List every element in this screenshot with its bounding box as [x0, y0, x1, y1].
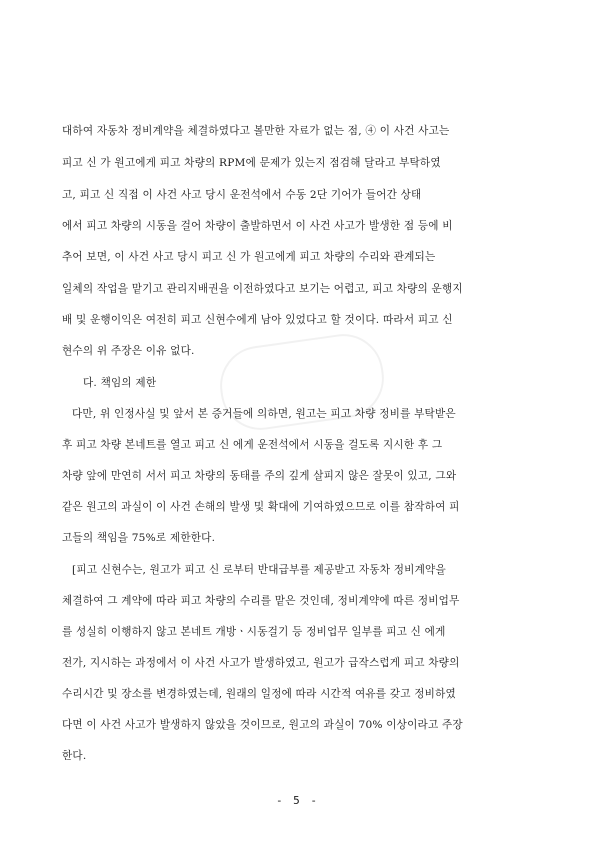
body-line: 전가, 지시하는 과정에서 이 사건 사고가 발생하였고, 원고가 급작스럽게 피고 차량의	[62, 657, 460, 669]
body-line: 후 피고 차량 본네트를 열고 피고 신 에게 운전석에서 시동을 걸도록 지시한 후 그	[62, 439, 443, 451]
body-line: 배 및 운행이익은 여전히 피고 신현수에게 남아 있었다고 할 것이다. 따라서 피고 신	[62, 314, 453, 326]
body-line: 피고 신 가 원고에게 피고 차량의 RPM에 문제가 있는지 점검해 달라고 부탁하였	[62, 157, 441, 169]
body-line: 를 성실히 이행하지 않고 본네트 개방ㆍ시동걸기 등 정비업무 일부를 피고 신 에게	[62, 626, 446, 638]
body-line: 고들의 책임을 75%로 제한한다.	[62, 532, 216, 544]
body-line: 차량 앞에 만연히 서서 피고 차량의 동태를 주의 깊게 살피지 않은 잘못이 있고, 그와	[62, 470, 457, 482]
body-line: 일체의 작업을 맡기고 관리지배권을 이전하였다고 보기는 어렵고, 피고 차량의 운행지	[62, 283, 463, 295]
page-number: - 5 -	[275, 794, 320, 807]
body-line: 고, 피고 신 직접 이 사건 사고 당시 운전석에서 수동 2단 기어가 들어간 상태	[62, 189, 422, 201]
body-line: 다만, 위 인정사실 및 앞서 본 증거들에 의하면, 원고는 피고 차량 정비를 부탁받은	[72, 408, 456, 420]
body-line: 대하여 자동차 정비계약을 체결하였다고 볼만한 자료가 없는 점, ④ 이 사건 사고는	[62, 125, 450, 137]
body-line: 다면 이 사건 사고가 발생하지 않았을 것이므로, 원고의 과실이 70% 이상이라고 주장	[62, 719, 463, 731]
section-heading: 다. 책임의 제한	[83, 377, 157, 389]
body-line: [피고 신현수는, 원고가 피고 신 로부터 반대급부를 제공받고 자동차 정비계약을	[72, 564, 446, 576]
body-line: 한다.	[62, 750, 87, 762]
body-line: 에서 피고 차량의 시동을 걸어 차량이 출발하면서 이 사건 사고가 발생한 점 등에 비	[62, 220, 453, 232]
body-line: 추어 보면, 이 사건 사고 당시 피고 신 가 원고에게 피고 차량의 수리와 관계되는	[62, 251, 436, 263]
body-line: 같은 원고의 과실이 이 사건 손해의 발생 및 확대에 기여하였으므로 이를 참작하여 피	[62, 501, 460, 513]
body-line: 현수의 위 주장은 이유 없다.	[62, 345, 195, 357]
body-line: 수리시간 및 장소를 변경하였는데, 원래의 일정에 따라 시간적 여유를 갖고 정비하였	[62, 688, 456, 700]
body-line: 체결하여 그 계약에 따라 피고 차량의 수리를 맡은 것인데, 정비계약에 따른 정비업무	[62, 595, 460, 607]
